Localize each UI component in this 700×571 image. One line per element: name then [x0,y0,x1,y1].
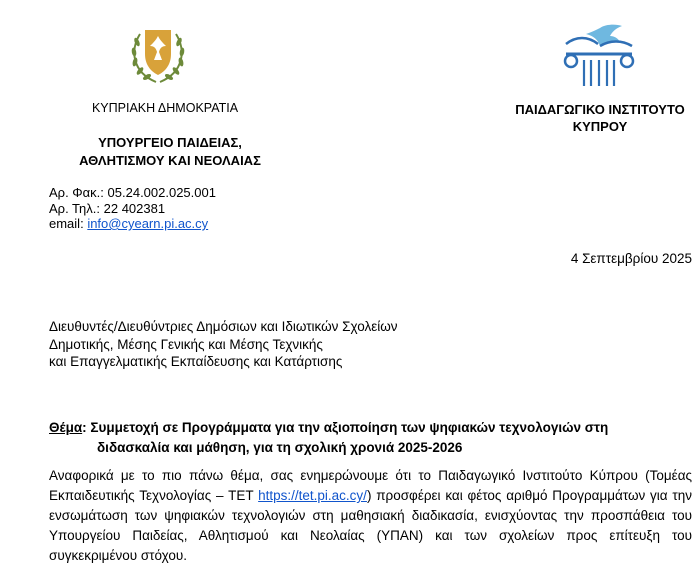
institute-line-2: ΚΥΠΡΟΥ [572,119,628,134]
phone-line [49,201,216,217]
ministry-line-2: ΑΘΛΗΤΙΣΜΟΥ ΚΑΙ ΝΕΟΛΑΙΑΣ [79,153,261,168]
body-text-after-link: ) προσφέρει και φέτος αριθμό Προγραμμάτων για την ενσωμάτωση των ψηφιακών τεχνολογιών στη μαθησιακή διαδικασία, ενισχύοντας την προσπάθεια του Υπουργείου Παιδείας, Αθλητισμού και Νεολαίας (ΥΠΑΝ) και των σχολείων προς επίτευξη του συγκεκριμένου στόχου. [49,488,692,563]
email-label: email: [49,216,84,231]
tet-website-link[interactable]: https://tet.pi.ac.cy/ [258,488,367,503]
subject-text-1: Συμμετοχή σε Προγράμματα για την αξιοποίηση των ψηφιακών τεχνολογιών στη [90,420,609,435]
subject-block [49,418,684,458]
file-number-label: Αρ. Φακ.: [49,185,104,200]
ministry-name [40,134,300,170]
recipient-line: Διευθυντές/Διευθύντριες Δημόσιων και Ιδιωτικών Σχολείων [49,319,398,334]
subject-line-2: διδασκαλία και μάθηση, για τη σχολική χρονιά 2025-2026 [97,440,463,455]
institute-name [500,101,700,135]
phone-label: Αρ. Τηλ.: [49,200,100,216]
email-link[interactable]: info@cyearn.pi.ac.cy [87,216,209,231]
institute-line-1: ΠΑΙΔΑΓΩΓΙΚΟ ΙΝΣΤΙΤΟΥΤΟ [515,102,685,117]
reference-block [49,185,216,232]
recipient-line: και Επαγγελματικής Εκπαίδευσης και Κατάρτισης [49,354,343,369]
recipient-line: Δημοτικής, Μέσης Γενικής και Μέσης Τεχνικής [49,336,323,352]
subject-line-1 [49,418,684,438]
phone-value: 22 402381 [103,200,166,216]
body-text-before-link: Αναφορικά με το πιο πάνω θέμα, σας ενημερώνουμε ότι το Παιδαγωγικό Ινστιτούτο Κύπρου (Τομέας Εκπαιδευτικής Τεχνολογίας – ΤΕΤ [49,468,692,503]
body-paragraph [49,466,692,566]
recipients-block [49,318,398,371]
email-line [49,216,216,232]
file-number-value: 05.24.002.025.001 [107,185,216,200]
pedagogical-institute-logo-icon [560,24,638,90]
letter-date: 4 Σεπτεμβρίου 2025 [570,251,692,266]
file-number-line [49,185,216,201]
subject-label: Θέμα [49,420,83,435]
subject-separator: : [82,420,87,435]
cyprus-coat-of-arms-icon [128,20,188,88]
ministry-line-1: ΥΠΟΥΡΓΕΙΟ ΠΑΙΔΕΙΑΣ, [98,135,242,150]
republic-name: ΚΥΠΡΙΑΚΗ ΔΗΜΟΚΡΑΤΙΑ [91,101,239,115]
